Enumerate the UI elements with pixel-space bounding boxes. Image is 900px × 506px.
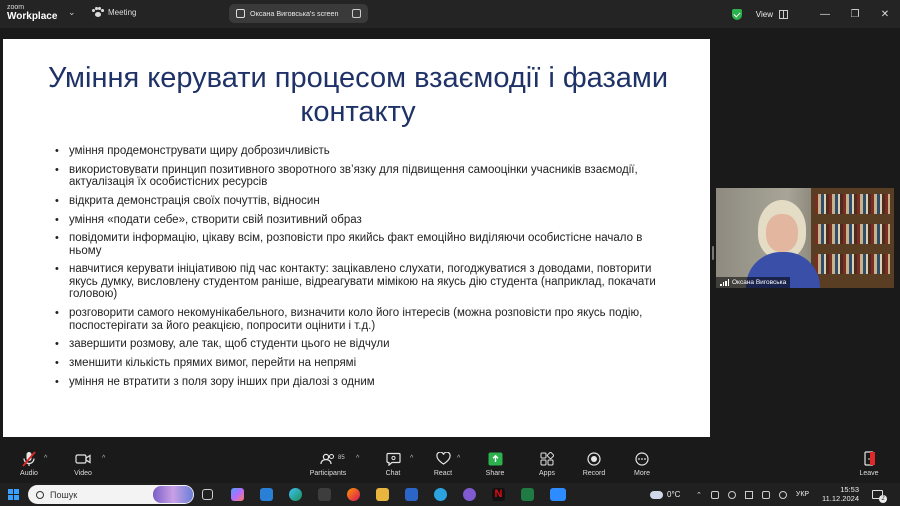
share-button[interactable] [475, 450, 515, 477]
bullet-item: • завершити розмову, але так, щоб студенти цього не відчули [55, 338, 675, 351]
keyboard-language[interactable]: УКР [795, 491, 810, 498]
microphone-muted-icon [9, 450, 49, 467]
tray-app-icon[interactable] [762, 491, 770, 499]
video-options-caret[interactable]: ^ [102, 455, 106, 462]
windows-taskbar [0, 483, 900, 506]
mail-icon[interactable] [260, 488, 273, 501]
chat-label: Chat [385, 470, 401, 477]
file-explorer-icon[interactable] [376, 488, 389, 501]
task-view-icon[interactable] [202, 489, 213, 500]
panel-resize-handle[interactable] [712, 246, 714, 260]
zoom-workplace-logo [7, 4, 57, 22]
zoom-taskbar-icon[interactable] [550, 488, 566, 501]
word-icon[interactable] [405, 488, 418, 501]
system-tray [696, 483, 809, 506]
participants-count: 85 [338, 455, 345, 461]
search-highlight-image [153, 486, 193, 503]
meeting-label: Meeting [108, 8, 137, 17]
share-screen-icon [475, 450, 515, 467]
apps-label: Apps [539, 470, 555, 477]
chat-options-caret[interactable]: ^ [410, 455, 414, 462]
search-placeholder: Пошук [50, 489, 78, 500]
participant-video-tile[interactable] [716, 188, 894, 288]
bullet-item: • розговорити самого некомунікабельного, визначити коло його інтересів (можна розповісти про якусь подію, поспостерігати за його реакцією, попросити оцінити і т.д.) [55, 307, 675, 332]
slide-title: Уміння керувати процесом взаємодії і фазами контакту [47, 62, 669, 128]
share-label: Оксана Виговська's screen [250, 9, 339, 18]
bullet-item: • навчитися керувати ініціативою під час контакту: зацікавлено слухати, погоджуватися з доводами, повторити якусь думку, висловлену студентом раніше, відреагувати мімікою на якусь дію студента (наприклад, покачати головою) [55, 263, 675, 301]
apps-grid-icon [527, 450, 567, 467]
logo-line-2: Workplace [7, 11, 58, 22]
notification-icon [872, 490, 883, 499]
share-label-toolbar: Share [485, 470, 505, 477]
windows-start-icon[interactable] [8, 489, 19, 500]
bookshelf [811, 188, 894, 288]
audio-options-caret[interactable]: ^ [44, 455, 48, 462]
search-icon [36, 491, 44, 499]
bullet-item: • повідомити інформацію, цікаву всім, розповісти про якийсь факт емоційно виділяючи особистісне начало в ньому [55, 232, 675, 257]
video-label: Video [74, 470, 92, 477]
tray-app-icon[interactable] [728, 491, 736, 499]
record-label: Record [582, 470, 606, 477]
security-shield-icon[interactable] [732, 9, 742, 20]
edge-browser-icon[interactable] [289, 488, 302, 501]
weather-widget[interactable] [650, 483, 680, 506]
bullet-item: • використовувати принцип позитивного зворотного зв’язку для підвищення самооцінки учасників взаємодії, актуалізація їх особистісних ресурсів [55, 164, 675, 189]
record-icon [574, 450, 614, 467]
participant-name-tag [716, 277, 790, 288]
video-button[interactable] [63, 450, 106, 477]
bullet-item: • уміння не втратити з поля зору інших при діалозі з одним [55, 376, 675, 389]
more-dots-icon [622, 450, 662, 467]
participant-name: Оксана Виговська [732, 279, 787, 286]
tray-app-icon[interactable] [745, 491, 753, 499]
bullet-item: • уміння «подати себе», створити свій позитивний образ [55, 214, 675, 227]
participants-options-caret[interactable]: ^ [356, 455, 360, 462]
leave-door-icon [849, 450, 889, 467]
copilot-icon[interactable] [231, 488, 244, 501]
notification-center[interactable] [872, 483, 887, 506]
camera-icon [63, 450, 106, 467]
bullet-item: • уміння продемонструвати щиру доброзичливість [55, 145, 675, 158]
taskbar-search-box[interactable] [28, 485, 194, 504]
minimize-button[interactable]: — [820, 8, 830, 20]
clock-time: 15:53 [840, 485, 859, 494]
microsoft-store-icon[interactable] [318, 488, 331, 501]
taskbar-clock[interactable] [822, 485, 859, 503]
meeting-controls-toolbar [0, 446, 900, 483]
meeting-tab[interactable] [92, 7, 136, 18]
close-button[interactable]: ✕ [880, 8, 890, 20]
tray-app-icon[interactable] [779, 491, 787, 499]
chevron-up-icon[interactable]: ⌃ [696, 491, 702, 499]
cloud-icon [650, 491, 663, 499]
title-bar-controls [732, 0, 900, 28]
bullet-item: • відкрита демонстрація своїх почуттів, відносин [55, 195, 675, 208]
screen-icon [236, 9, 245, 18]
title-bar [0, 0, 900, 28]
paw-icon [92, 7, 103, 18]
participants-label: Participants [309, 470, 347, 477]
record-button[interactable] [574, 450, 614, 477]
viber-icon[interactable] [463, 488, 476, 501]
apps-button[interactable] [527, 450, 567, 477]
popout-icon[interactable] [352, 9, 361, 18]
view-layout-icon[interactable] [779, 10, 788, 19]
react-options-caret[interactable]: ^ [457, 455, 461, 462]
view-button[interactable]: View [755, 9, 773, 19]
chat-icon [373, 450, 413, 467]
audio-button[interactable] [9, 450, 49, 477]
excel-icon[interactable] [521, 488, 534, 501]
notification-count: 2 [879, 495, 887, 503]
telegram-icon[interactable] [434, 488, 447, 501]
clock-date: 11.12.2024 [822, 494, 859, 503]
signal-strength-icon [720, 279, 729, 286]
participant-face [766, 214, 798, 252]
bullet-item: • зменшити кількість прямих вимог, перейти на непрямі [55, 357, 675, 370]
audio-label: Audio [20, 470, 38, 477]
more-label: More [634, 470, 650, 477]
leave-label: Leave [859, 470, 879, 477]
firefox-icon[interactable] [347, 488, 360, 501]
screen-share-indicator[interactable] [229, 4, 368, 23]
netflix-icon[interactable]: N [492, 488, 505, 501]
weather-temperature: 0°C [667, 490, 681, 499]
react-label: React [433, 470, 453, 477]
leave-button[interactable] [849, 450, 889, 477]
more-button[interactable] [622, 450, 662, 477]
chat-button[interactable] [373, 450, 413, 477]
restore-button[interactable]: ❐ [850, 8, 860, 20]
logo-line-1: zoom [7, 4, 25, 11]
slide-bullet-list [55, 145, 675, 394]
shared-screen-slide [3, 39, 710, 437]
tray-app-icon[interactable] [711, 491, 719, 499]
chevron-down-icon[interactable]: ⌄ [68, 7, 76, 17]
